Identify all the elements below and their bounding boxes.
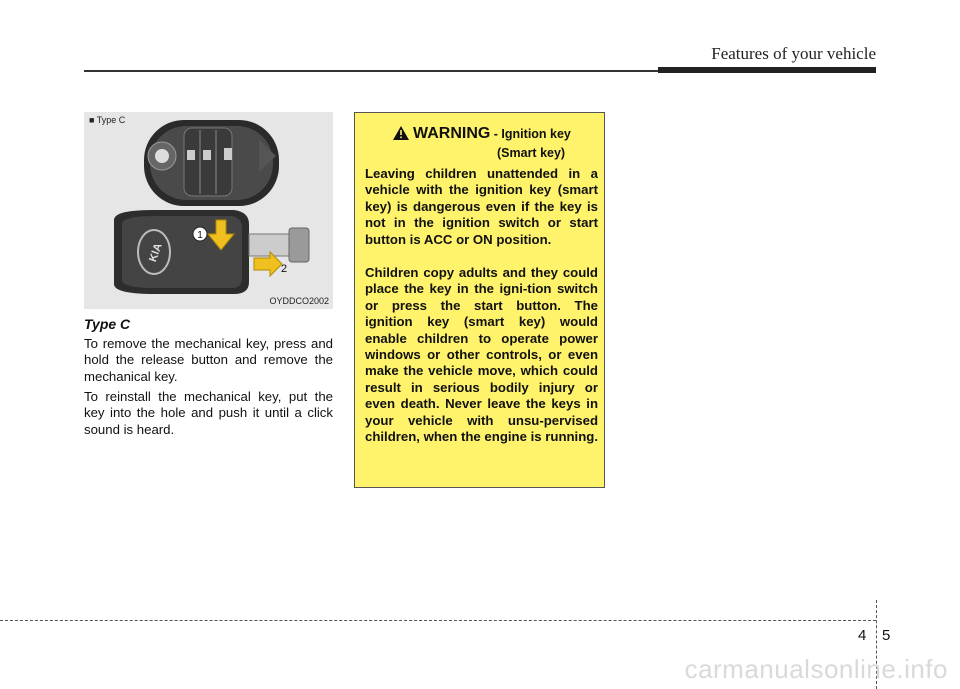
reinstall-key-paragraph: To reinstall the mechanical key, put the key into the hole and push it until a click sound is heard. bbox=[84, 389, 333, 437]
header-rule bbox=[84, 70, 658, 72]
smart-key-illustration bbox=[84, 112, 333, 309]
footer-rule bbox=[0, 620, 876, 621]
warning-paragraph-1: Leaving children unattended in a vehicle with the ignition key (smart key) is dangerous even if the key is not in the ignition switch or start button is ACC or ON position. bbox=[365, 166, 598, 247]
warning-triangle-icon bbox=[393, 126, 409, 140]
warning-subtitle: - Ignition key bbox=[490, 127, 571, 141]
callout-1: 1 bbox=[197, 230, 203, 241]
page-number: 5 bbox=[882, 627, 891, 644]
section-title: Type C bbox=[84, 316, 131, 332]
warning-box bbox=[354, 112, 605, 488]
warning-heading bbox=[413, 125, 571, 143]
figure-code: OYDDCO2002 bbox=[269, 296, 329, 306]
remove-key-paragraph: To remove the mechanical key, press and hold the release button and remove the mechanical key. bbox=[84, 336, 333, 384]
warning-paragraph-2: Children copy adults and they could place the key in the igni-tion switch or press the start button. The ignition key (smart key) would enable children to operate power windows or other controls, or even make the vehicle move, which could result in serious bodily injury or even death. Never leave the keys in your vehicle with unsu-pervised children, when the engine is running. bbox=[365, 265, 598, 445]
figure-label: ■ Type C bbox=[89, 115, 126, 125]
warning-word: WARNING bbox=[413, 125, 491, 142]
page-header-title: Features of your vehicle bbox=[711, 44, 876, 63]
watermark: carmanualsonline.info bbox=[684, 654, 948, 684]
callout-2: 2 bbox=[281, 263, 288, 275]
chapter-number: 4 bbox=[858, 627, 867, 644]
smart-key-figure bbox=[84, 112, 333, 309]
warning-subtitle-line2: (Smart key) bbox=[497, 146, 566, 160]
header-rule-accent bbox=[658, 67, 876, 73]
key-brand-logo: KIA bbox=[147, 241, 165, 264]
